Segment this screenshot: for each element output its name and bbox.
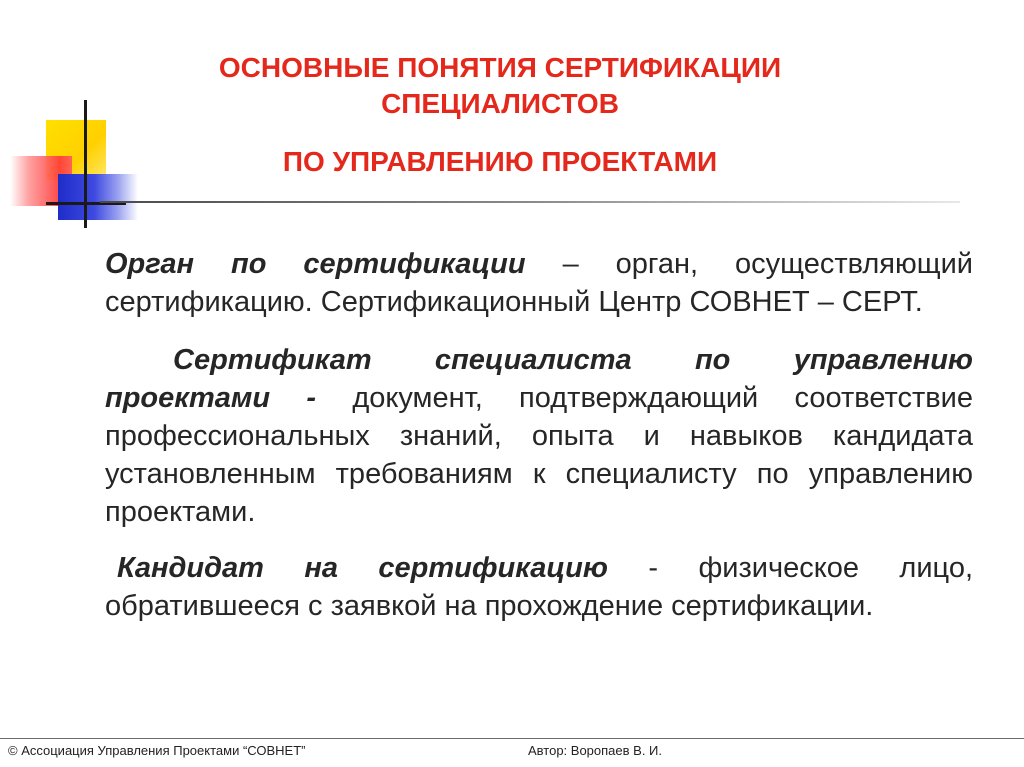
definition-text: документ, подтверждающий соответствие профессиональных знаний, опыта и навыков кандидата установленным требованиям к специалисту по управлению проектами.: [105, 382, 973, 528]
logo-vertical-line: [84, 100, 87, 228]
definition-2: [105, 341, 973, 531]
definition-1: [105, 245, 973, 321]
definition-text: – орган, осуществляющий сертификацию. Сертификационный Центр СОВНЕТ – СЕРТ.: [105, 248, 973, 318]
title-line-1: ОСНОВНЫЕ ПОНЯТИЯ СЕРТИФИКАЦИИ: [218, 52, 782, 83]
definition-term: Кандидат на сертификацию: [117, 552, 608, 584]
footer-copyright: © Ассоциация Управления Проектами “СОВНЕТ”: [8, 743, 306, 758]
title-divider: [100, 201, 960, 203]
definition-text: - физическое лицо, обратившееся с заявкой на прохождение сертификации.: [105, 552, 973, 622]
slide-footer: [0, 743, 1024, 763]
title-line-3: ПО УПРАВЛЕНИЮ ПРОЕКТАМИ: [282, 146, 718, 177]
footer-author: Автор: Воропаев В. И.: [528, 743, 663, 758]
slide-title: [100, 50, 900, 180]
definition-3: [105, 549, 973, 625]
logo-blue-square: [58, 174, 138, 220]
title-line-2: СПЕЦИАЛИСТОВ: [381, 88, 619, 119]
definition-term: Орган по сертификации: [105, 248, 526, 280]
footer-divider: [0, 738, 1024, 739]
definition-term: Сертификат специалиста по управлению проектами -: [105, 344, 973, 414]
slide-body: [105, 245, 973, 625]
